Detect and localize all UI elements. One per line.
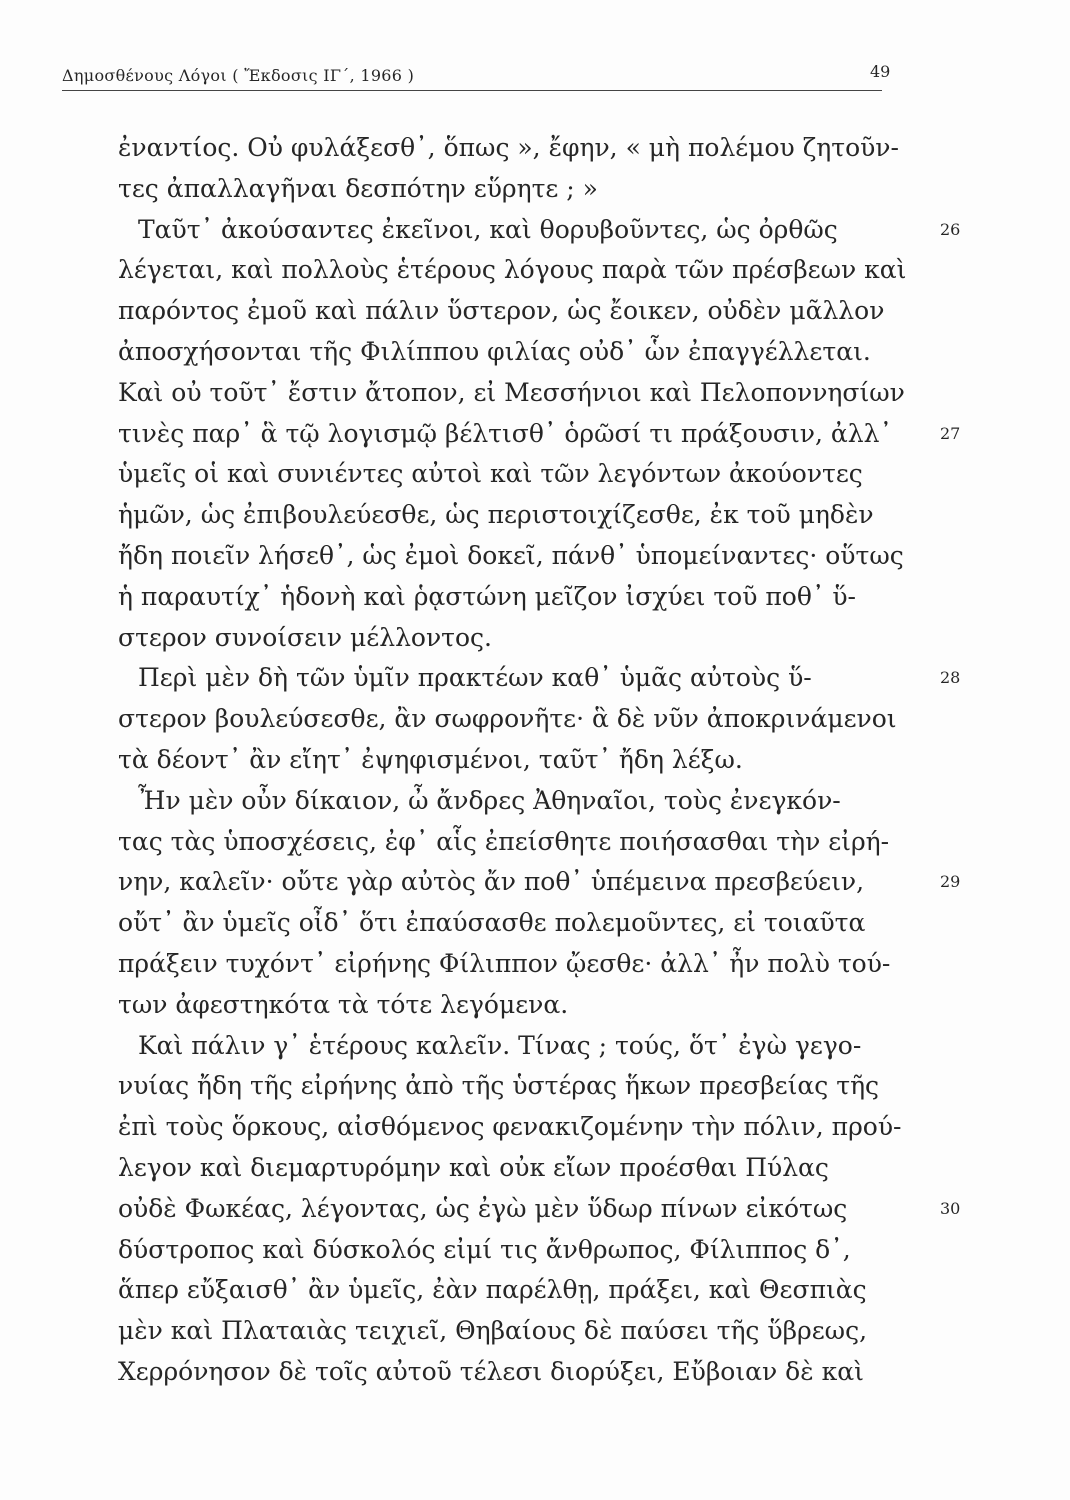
text-line: [118, 414, 961, 455]
line-text: νην, καλεῖν· οὔτε γὰρ αὐτὸς ἄν ποθ᾿ ὑπέμεινα πρεσβεύειν,: [118, 867, 865, 897]
section-number: 30: [940, 1198, 961, 1218]
line-text: Χερρόνησον δὲ τοῖς αὐτοῦ τέλεσι διορύξει, Εὔβοιαν δὲ καὶ: [118, 1356, 864, 1386]
text-line: [118, 903, 918, 944]
line-text: Περὶ μὲν δὴ τῶν ὑμῖν πρακτέων καθ᾿ ὑμᾶς αὐτοὺς ὕ-: [138, 663, 812, 693]
text-line: [118, 658, 961, 699]
text-line: [118, 822, 918, 863]
text-line: [118, 332, 918, 373]
line-text: ἐναντίος. Οὐ φυλάξεσθ᾿, ὅπως », ἔφην, « μὴ πολέμου ζητοῦν-: [118, 133, 899, 162]
line-text: ἐπὶ τοὺς ὅρκους, αἰσθόμενος φενακιζομένην τὴν πόλιν, πρού-: [118, 1112, 902, 1142]
body-text: [118, 128, 961, 1393]
text-line: [118, 1311, 918, 1352]
text-line: [118, 1107, 918, 1148]
text-line: [118, 1352, 918, 1393]
running-head-title: Δημοσθένους Λόγοι ( Ἔκδοσις ΙΓ΄, 1966 ): [62, 66, 415, 85]
line-text: στερον συνοίσειν μέλλοντος.: [118, 622, 492, 652]
line-text: δύστροπος καὶ δύσκολός εἰμί τις ἄνθρωπος, Φίλιππος δ᾿,: [118, 1234, 851, 1264]
text-line: [118, 169, 918, 210]
line-text: τες ἀπαλλαγῆναι δεσπότην εὕρητε ; »: [118, 173, 598, 203]
page-number: 49: [870, 62, 891, 81]
section-number: 28: [940, 668, 961, 688]
line-text: των ἀφεστηκότα τὰ τότε λεγόμενα.: [118, 989, 569, 1019]
text-line: [118, 454, 918, 495]
text-line: [118, 1066, 918, 1107]
line-text: ἅπερ εὔξαισθ᾿ ἂν ὑμεῖς, ἐὰν παρέλθῃ, πράξει, καὶ Θεσπιὰς: [118, 1275, 867, 1305]
header-rule: [62, 90, 882, 91]
section-number: 27: [940, 423, 961, 443]
line-text: τας τὰς ὑποσχέσεις, ἐφ᾿ αἷς ἐπείσθητε ποιήσασθαι τὴν εἰρή-: [118, 826, 890, 856]
line-text: ἡμῶν, ὡς ἐπιβουλεύεσθε, ὡς περιστοιχίζεσθε, ἐκ τοῦ μηδὲν: [118, 500, 874, 530]
text-line: [118, 250, 918, 291]
section-number: 29: [940, 872, 961, 892]
line-text: παρόντος ἐμοῦ καὶ πάλιν ὕστερον, ὡς ἔοικεν, οὐδὲν μᾶλλον: [118, 296, 885, 326]
line-text: νυίας ἤδη τῆς εἰρήνης ἀπὸ τῆς ὑστέρας ἥκων πρεσβείας τῆς: [118, 1071, 880, 1101]
line-text: Ταῦτ᾿ ἀκούσαντες ἐκεῖνοι, καὶ θορυβοῦντες, ὡς ὀρθῶς: [138, 214, 838, 244]
line-text: Καὶ πάλιν γ᾿ ἑτέρους καλεῖν. Τίνας ; τούς, ὅτ᾿ ἐγὼ γεγο-: [138, 1030, 862, 1060]
text-line: [118, 577, 918, 618]
text-line: [118, 862, 961, 903]
line-text: πράξειν τυχόντ᾿ εἰρήνης Φίλιππον ᾤεσθε· ἀλλ᾿ ἦν πολὺ τού-: [118, 948, 891, 978]
line-text: οὐδὲ Φωκέας, λέγοντας, ὡς ἐγὼ μὲν ὕδωρ πίνων εἰκότως: [118, 1193, 848, 1223]
text-line: [118, 985, 918, 1026]
text-line: [118, 781, 918, 822]
text-line: [118, 1148, 918, 1189]
text-line: [118, 1189, 961, 1230]
text-line: [118, 944, 918, 985]
line-text: ἡ παραυτίχ᾿ ἡδονὴ καὶ ῥᾳστώνη μεῖζον ἰσχύει τοῦ ποθ᾿ ὕ-: [118, 581, 857, 611]
text-line: [118, 128, 918, 169]
text-line: [118, 699, 918, 740]
section-number: 26: [940, 219, 961, 239]
text-line: [118, 495, 918, 536]
text-line: [118, 291, 918, 332]
line-text: Καὶ οὐ τοῦτ᾿ ἔστιν ἄτοπον, εἰ Μεσσήνιοι καὶ Πελοποννησίων: [118, 377, 905, 407]
text-line: [118, 618, 918, 659]
text-line: [118, 1230, 918, 1271]
line-text: ἤδη ποιεῖν λήσεθ᾿, ὡς ἐμοὶ δοκεῖ, πάνθ᾿ ὑπομείναντες· οὕτως: [118, 540, 904, 570]
text-line: [118, 210, 961, 251]
line-text: οὔτ᾿ ἂν ὑμεῖς οἶδ᾿ ὅτι ἐπαύσασθε πολεμοῦντες, εἰ τοιαῦτα: [118, 908, 866, 938]
line-text: μὲν καὶ Πλαταιὰς τειχιεῖ, Θηβαίους δὲ παύσει τῆς ὕβρεως,: [118, 1316, 868, 1346]
line-text: ἀποσχήσονται τῆς Φιλίππου φιλίας οὐδ᾿ ὧν ἐπαγγέλλεται.: [118, 336, 871, 366]
running-head: [62, 62, 891, 92]
text-line: [118, 373, 918, 414]
line-text: ὑμεῖς οἱ καὶ συνιέντες αὐτοὶ καὶ τῶν λεγόντων ἀκούοντες: [118, 459, 863, 489]
line-text: τινὲς παρ᾿ ἃ τῷ λογισμῷ βέλτισθ᾿ ὁρῶσί τι πράξουσιν, ἀλλ᾿: [118, 418, 892, 448]
text-line: [118, 740, 918, 781]
text-line: [118, 1026, 918, 1067]
text-line: [118, 536, 918, 577]
text-line: [118, 1270, 918, 1311]
line-text: Ἦν μὲν οὖν δίκαιον, ὦ ἄνδρες Ἀθηναῖοι, τοὺς ἐνεγκόν-: [138, 785, 841, 815]
line-text: λέγεται, καὶ πολλοὺς ἑτέρους λόγους παρὰ τῶν πρέσβεων καὶ: [118, 255, 907, 285]
line-text: λεγον καὶ διεμαρτυρόμην καὶ οὐκ εἴων προέσθαι Πύλας: [118, 1152, 829, 1182]
line-text: τὰ δέοντ᾿ ἂν εἴητ᾿ ἐψηφισμένοι, ταῦτ᾿ ἤδη λέξω.: [118, 744, 743, 774]
line-text: στερον βουλεύσεσθε, ἂν σωφρονῆτε· ἃ δὲ νῦν ἀποκρινάμενοι: [118, 704, 897, 734]
